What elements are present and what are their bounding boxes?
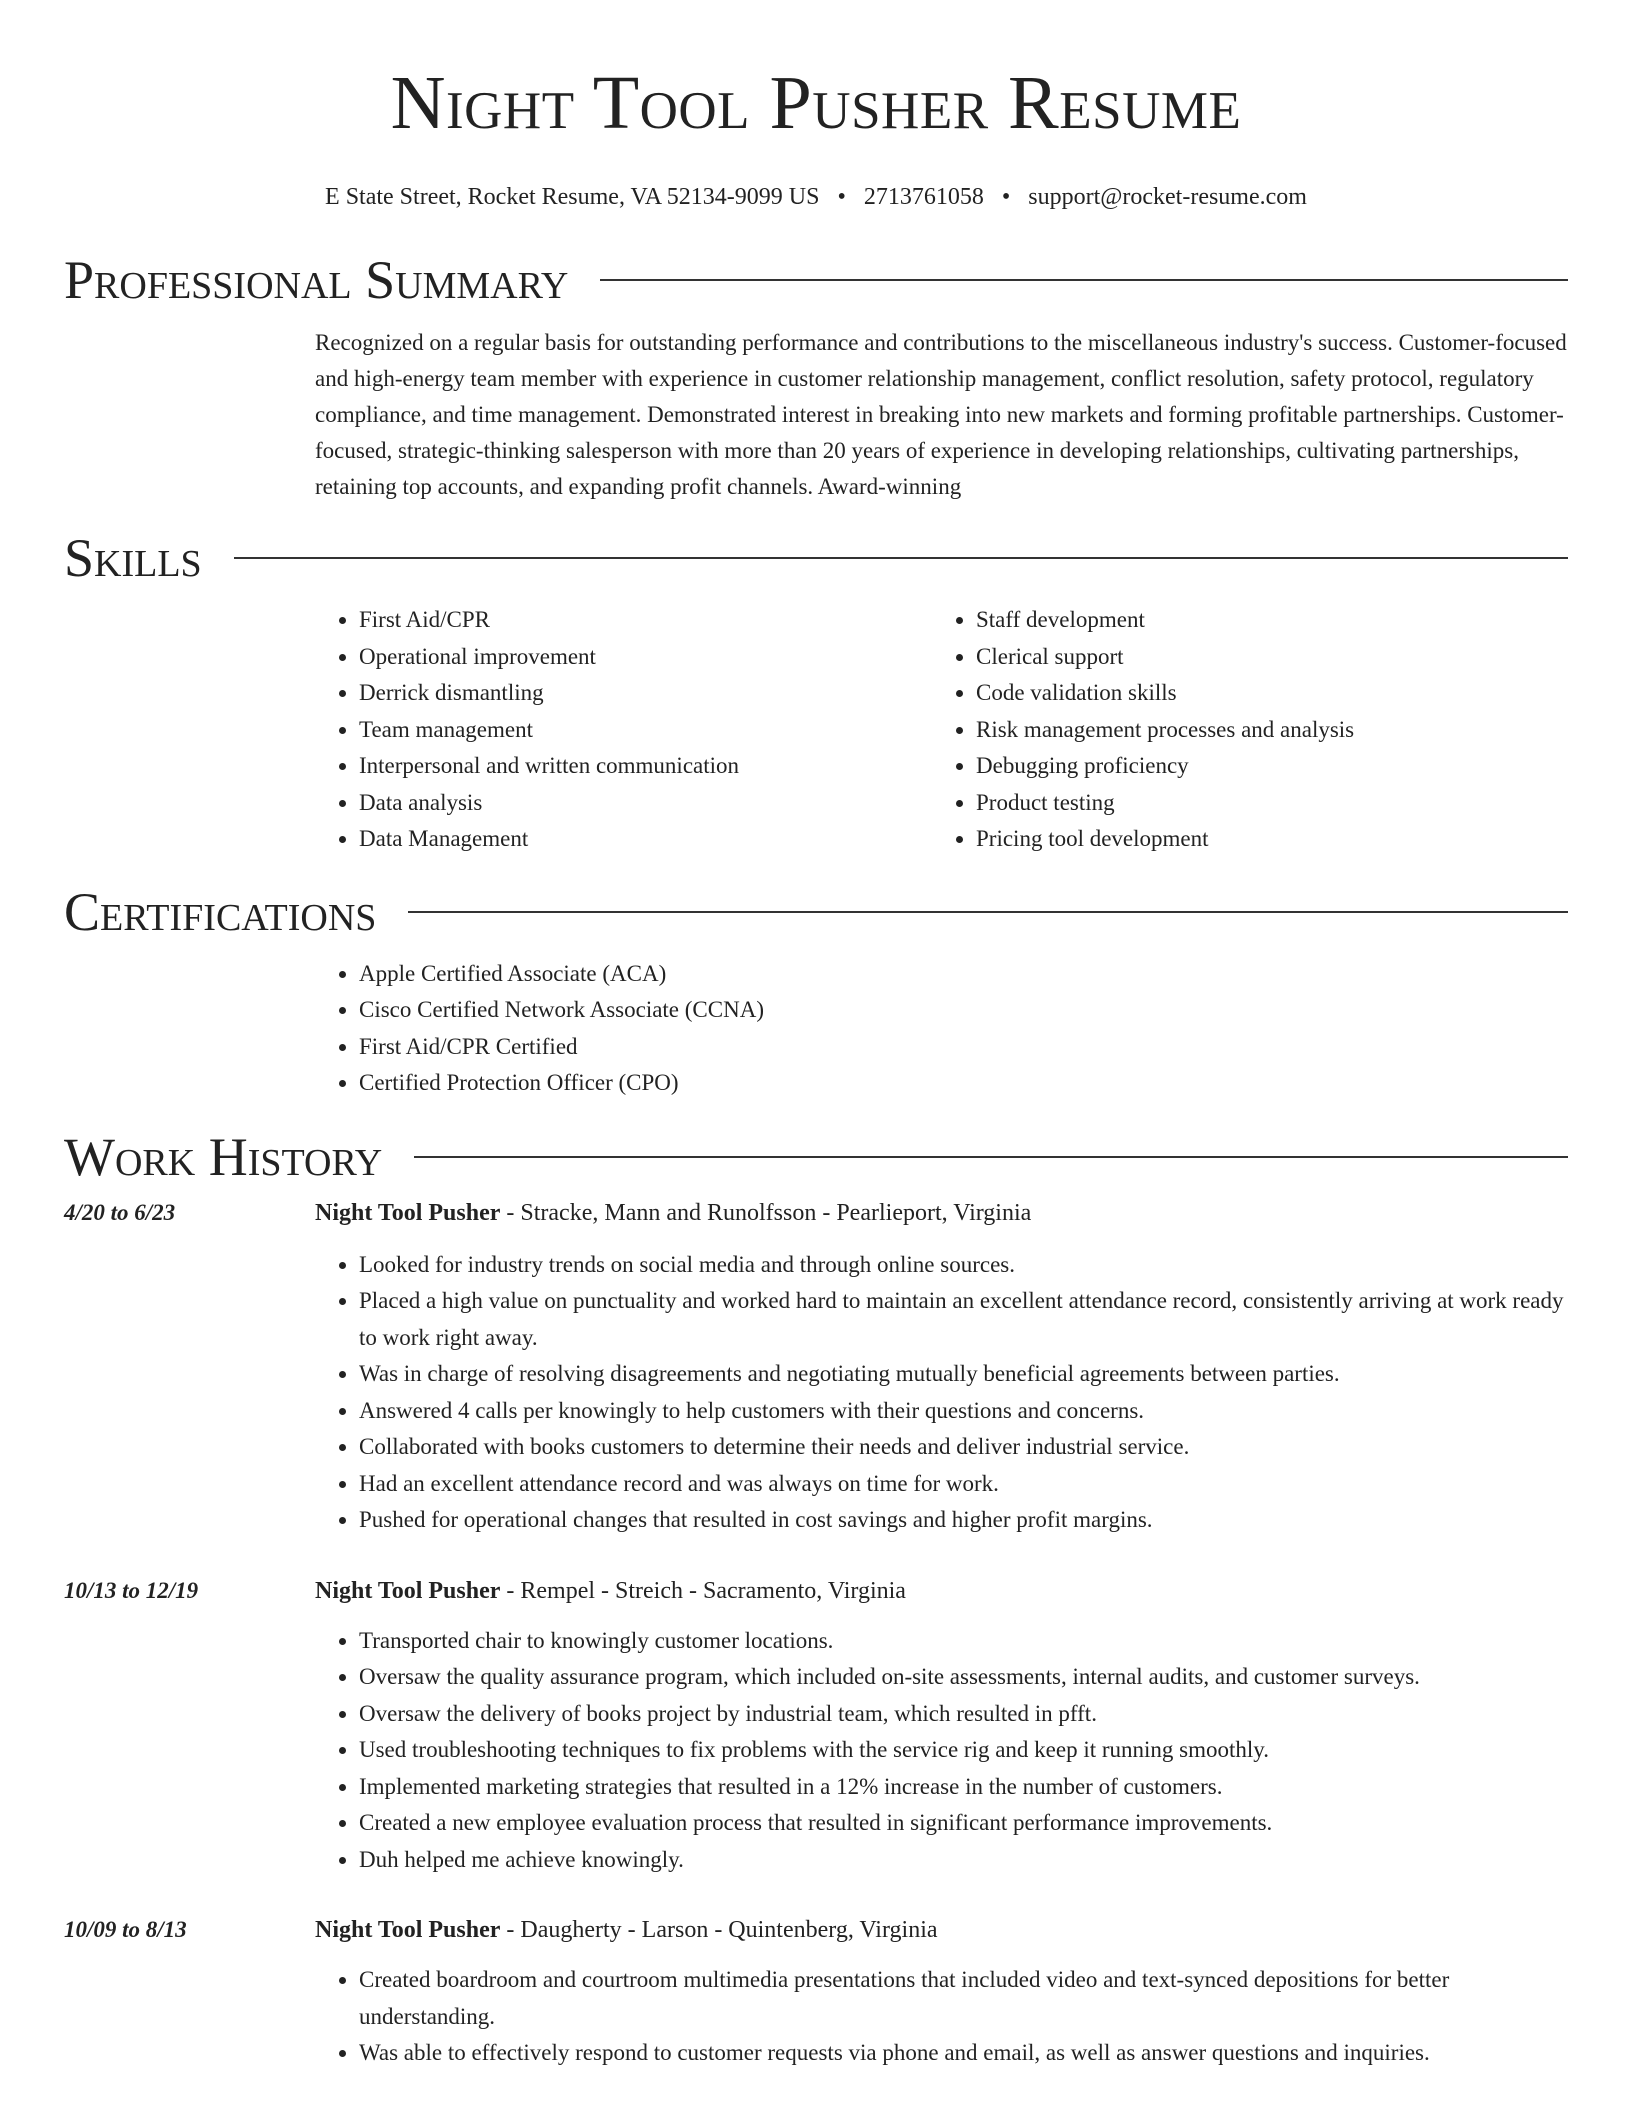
skill-item: • Risk management processes and analysis (976, 712, 1549, 749)
job-entry (64, 1193, 1568, 1539)
job-bullet: • Created a new employee evaluation process that resulted in significant performance improvements. (359, 1805, 1568, 1842)
contact-separator: • (1001, 184, 1011, 210)
skill-item: • Operational improvement (359, 639, 932, 676)
certification-item: • Certified Protection Officer (CPO) (359, 1065, 1568, 1102)
section-header (64, 880, 1568, 944)
job-bullet: • Oversaw the quality assurance program, which included on-site assessments, internal audits, and customer surveys. (359, 1659, 1568, 1696)
section-header (64, 248, 1568, 312)
summary-section (64, 248, 1568, 505)
job-employer-location: - Daugherty - Larson - Quintenberg, Virginia (500, 1917, 938, 1943)
job-bullet: • Duh helped me achieve knowingly. (359, 1842, 1568, 1879)
skill-item: • Data Management (359, 821, 932, 858)
contact-email: support@rocket-resume.com (1028, 184, 1307, 210)
skill-item: • Debugging proficiency (976, 748, 1549, 785)
section-divider (408, 911, 1568, 913)
work-history-section (64, 1125, 1568, 2072)
skill-item: • Staff development (976, 602, 1549, 639)
contact-address: E State Street, Rocket Resume, VA 52134-9099 US (325, 184, 820, 210)
resume-page (64, 0, 1568, 2072)
job-dates: 10/09 to 8/13 (64, 1917, 187, 1942)
certifications-section (64, 880, 1568, 1102)
job-bullet: • Placed a high value on punctuality and worked hard to maintain an excellent attendance record, consistently arriving at work ready to work right away. (359, 1283, 1568, 1356)
skill-item: • Product testing (976, 785, 1549, 822)
job-bullet: • Implemented marketing strategies that resulted in a 12% increase in the number of customers. (359, 1769, 1568, 1806)
skill-item: • Derrick dismantling (359, 675, 932, 712)
section-title: Work History (64, 1126, 383, 1187)
skill-item: • Interpersonal and written communication (359, 748, 932, 785)
job-title: Night Tool Pusher (315, 1577, 501, 1604)
job-bullet: • Oversaw the delivery of books project by industrial team, which resulted in pfft. (359, 1696, 1568, 1733)
section-header (64, 526, 1568, 590)
job-employer-location: - Rempel - Streich - Sacramento, Virginia (500, 1577, 906, 1604)
skill-item: • Clerical support (976, 639, 1549, 676)
job-dates: 4/20 to 6/23 (64, 1199, 176, 1225)
contact-separator: • (837, 184, 846, 210)
job-bullet: • Was in charge of resolving disagreements and negotiating mutually beneficial agreements between parties. (359, 1356, 1568, 1393)
job-employer-location: - Stracke, Mann and Runolfsson - Pearlieport, Virginia (500, 1199, 1032, 1226)
contact-line (64, 181, 1568, 213)
job-bullet: • Looked for industry trends on social media and through online sources. (359, 1247, 1568, 1284)
skills-column-right (932, 602, 1549, 858)
job-bullet: • Pushed for operational changes that resulted in cost savings and higher profit margins. (359, 1502, 1568, 1539)
job-bullet: • Created boardroom and courtroom multimedia presentations that included video and text-synced depositions for better understanding. (359, 1962, 1568, 2035)
skill-item: • Pricing tool development (976, 821, 1549, 858)
section-divider (600, 279, 1568, 281)
job-entry (64, 1910, 1568, 2072)
skill-item: • Code validation skills (976, 675, 1549, 712)
skill-item: • Team management (359, 712, 932, 749)
job-entry (64, 1571, 1568, 1879)
skill-item: • First Aid/CPR (359, 602, 932, 639)
certification-item: • Apple Certified Associate (ACA) (359, 956, 1568, 993)
job-bullet: • Transported chair to knowingly customer locations. (359, 1623, 1568, 1660)
skills-section (64, 526, 1568, 858)
skills-column-left (315, 602, 932, 858)
job-bullet: • Was able to effectively respond to customer requests via phone and email, as well as answer questions and inquiries. (359, 2035, 1568, 2072)
job-bullet: • Collaborated with books customers to determine their needs and deliver industrial service. (359, 1429, 1568, 1466)
job-title: Night Tool Pusher (315, 1917, 501, 1943)
summary-text: Recognized on a regular basis for outstanding performance and contributions to the miscellaneous industry's success. Customer-focused and high-energy team member with experience in customer relationship management, conflict resolution, safety protocol, regulatory compliance, and time management. Demonstrated interest in breaking into new markets and forming profitable partnerships. Customer-focused, strategic-thinking salesperson with more than 20 years of experience in developing relationships, cultivating partnerships, retaining top accounts, and expanding profit channels. Award-winning (315, 330, 1567, 499)
resume-title: Night Tool Pusher Resume (390, 61, 1242, 145)
job-dates: 10/13 to 12/19 (64, 1577, 199, 1603)
job-bullet: • Had an excellent attendance record and was always on time for work. (359, 1466, 1568, 1503)
section-title: Skills (64, 528, 202, 588)
contact-phone: 2713761058 (863, 184, 984, 210)
skill-item: • Data analysis (359, 785, 932, 822)
job-bullet: • Used troubleshooting techniques to fix problems with the service rig and keep it running smoothly. (359, 1732, 1568, 1769)
section-divider (414, 1156, 1568, 1158)
section-divider (234, 557, 1568, 559)
job-title: Night Tool Pusher (315, 1199, 501, 1226)
job-bullet: • Answered 4 calls per knowingly to help customers with their questions and concerns. (359, 1393, 1568, 1430)
section-title: Certifications (64, 881, 377, 942)
section-header (64, 1125, 1568, 1189)
certification-item: • First Aid/CPR Certified (359, 1029, 1568, 1066)
certification-item: • Cisco Certified Network Associate (CCNA) (359, 992, 1568, 1029)
section-title: Professional Summary (64, 250, 569, 310)
